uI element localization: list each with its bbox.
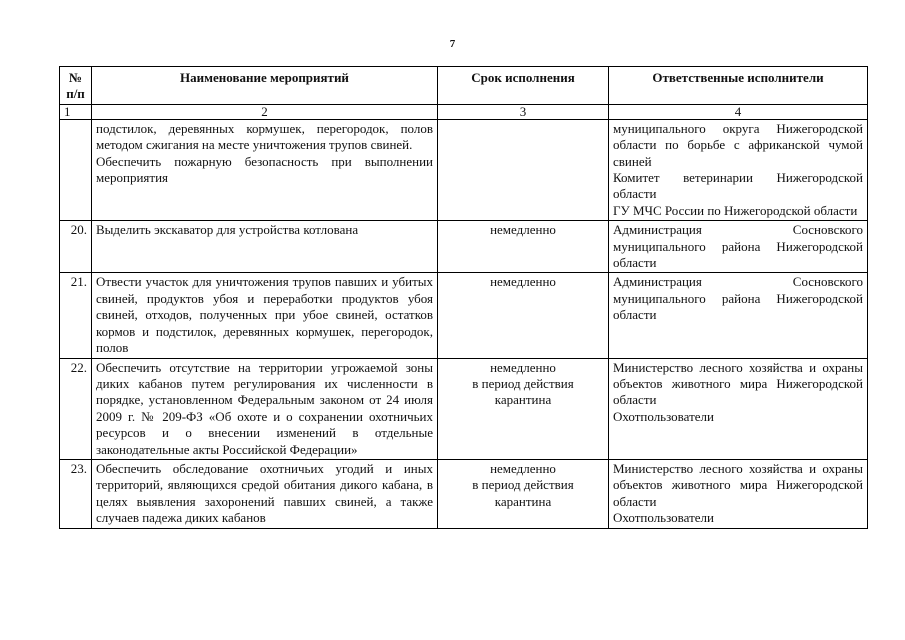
measures-table xyxy=(59,66,868,529)
header-term: Срок исполнения xyxy=(438,67,609,105)
responsible-text: Охотпользователи xyxy=(613,408,714,424)
column-number: 2 xyxy=(92,104,438,119)
table-row xyxy=(60,221,868,273)
measure-text: подстилок, деревянных кормушек, перегородок, полов методом сжигания на месте уничтожения трупов свиней. xyxy=(96,120,433,153)
responsible xyxy=(609,459,868,528)
term-text: в период действия xyxy=(472,375,574,391)
measure-text: Отвести участок для уничтожения трупов павших и убитых свиней, продуктов убоя и переработки продуктов убоя свиней, отходов, полученных при убое свиней, остатков кормов и подстилок, деревянных кормушек, перегородок, полов xyxy=(96,274,433,356)
term-text: немедленно xyxy=(490,359,556,375)
header-responsible: Ответственные исполнители xyxy=(609,67,868,105)
responsible xyxy=(609,119,868,220)
table-body xyxy=(60,119,868,528)
table-row xyxy=(60,358,868,459)
header-num: № п/п xyxy=(60,67,92,105)
term xyxy=(438,358,609,459)
term xyxy=(438,119,609,220)
term-text: немедленно xyxy=(490,274,556,290)
responsible-text: Администрация Сосновского муниципального района Нижегородской области xyxy=(613,274,863,323)
responsible-text: Охотпользователи xyxy=(613,510,714,526)
responsible xyxy=(609,273,868,358)
row-number: 20. xyxy=(60,221,92,273)
measure-name xyxy=(92,221,438,273)
row-number: 23. xyxy=(60,459,92,528)
table-row xyxy=(60,273,868,358)
responsible xyxy=(609,358,868,459)
table-row xyxy=(60,119,868,220)
table-row xyxy=(60,459,868,528)
term-text: немедленно xyxy=(490,460,556,476)
column-numbers-row xyxy=(60,104,868,119)
term-text: в период действия xyxy=(472,477,574,493)
term-text: карантина xyxy=(494,392,552,408)
page-number: 7 xyxy=(449,38,456,50)
term xyxy=(438,221,609,273)
measure-text: Обеспечить отсутствие на территории угрожаемой зоны диких кабанов путем регулирования их численности в порядке, установленном Федеральным законом от 24 июля 2009 г. № 209-ФЗ «Об охоте и о сохранении охотничьих ресурсов и о внесении изменений в отдельные законодательные акты Российской Федерации» xyxy=(96,359,433,457)
row-number xyxy=(60,119,92,220)
responsible-text: Министерство лесного хозяйства и охраны объектов животного мира Нижегородской области xyxy=(613,359,863,408)
measure-text: Обеспечить обследование охотничьих угодий и иных территорий, являющихся средой обитания дикого кабана, в целях выявления захоронений павших свиней, а также случаев падежа диких кабанов xyxy=(96,460,433,526)
responsible-text: Администрация Сосновского муниципального района Нижегородской области xyxy=(613,222,863,271)
term-text: карантина xyxy=(494,493,552,509)
measure-name xyxy=(92,459,438,528)
column-number: 1 xyxy=(60,104,92,119)
responsible-text: ГУ МЧС России по Нижегородской области xyxy=(613,202,858,218)
responsible-text: Министерство лесного хозяйства и охраны объектов животного мира Нижегородской области xyxy=(613,460,863,509)
header-name: Наименование мероприятий xyxy=(92,67,438,105)
row-number: 21. xyxy=(60,273,92,358)
term xyxy=(438,459,609,528)
header-row xyxy=(60,67,868,105)
responsible xyxy=(609,221,868,273)
measure-name xyxy=(92,273,438,358)
measure-text: Обеспечить пожарную безопасность при выполнении мероприятия xyxy=(96,153,433,186)
measure-name xyxy=(92,119,438,220)
term xyxy=(438,273,609,358)
measure-name xyxy=(92,358,438,459)
measure-text: Выделить экскаватор для устройства котлована xyxy=(96,222,359,238)
term-text: немедленно xyxy=(490,222,556,238)
row-number: 22. xyxy=(60,358,92,459)
responsible-text: Комитет ветеринарии Нижегородской области xyxy=(613,170,863,202)
column-number: 4 xyxy=(609,104,868,119)
column-number: 3 xyxy=(438,104,609,119)
responsible-text: муниципального округа Нижегородской области по борьбе с африканской чумой свиней xyxy=(613,120,863,169)
